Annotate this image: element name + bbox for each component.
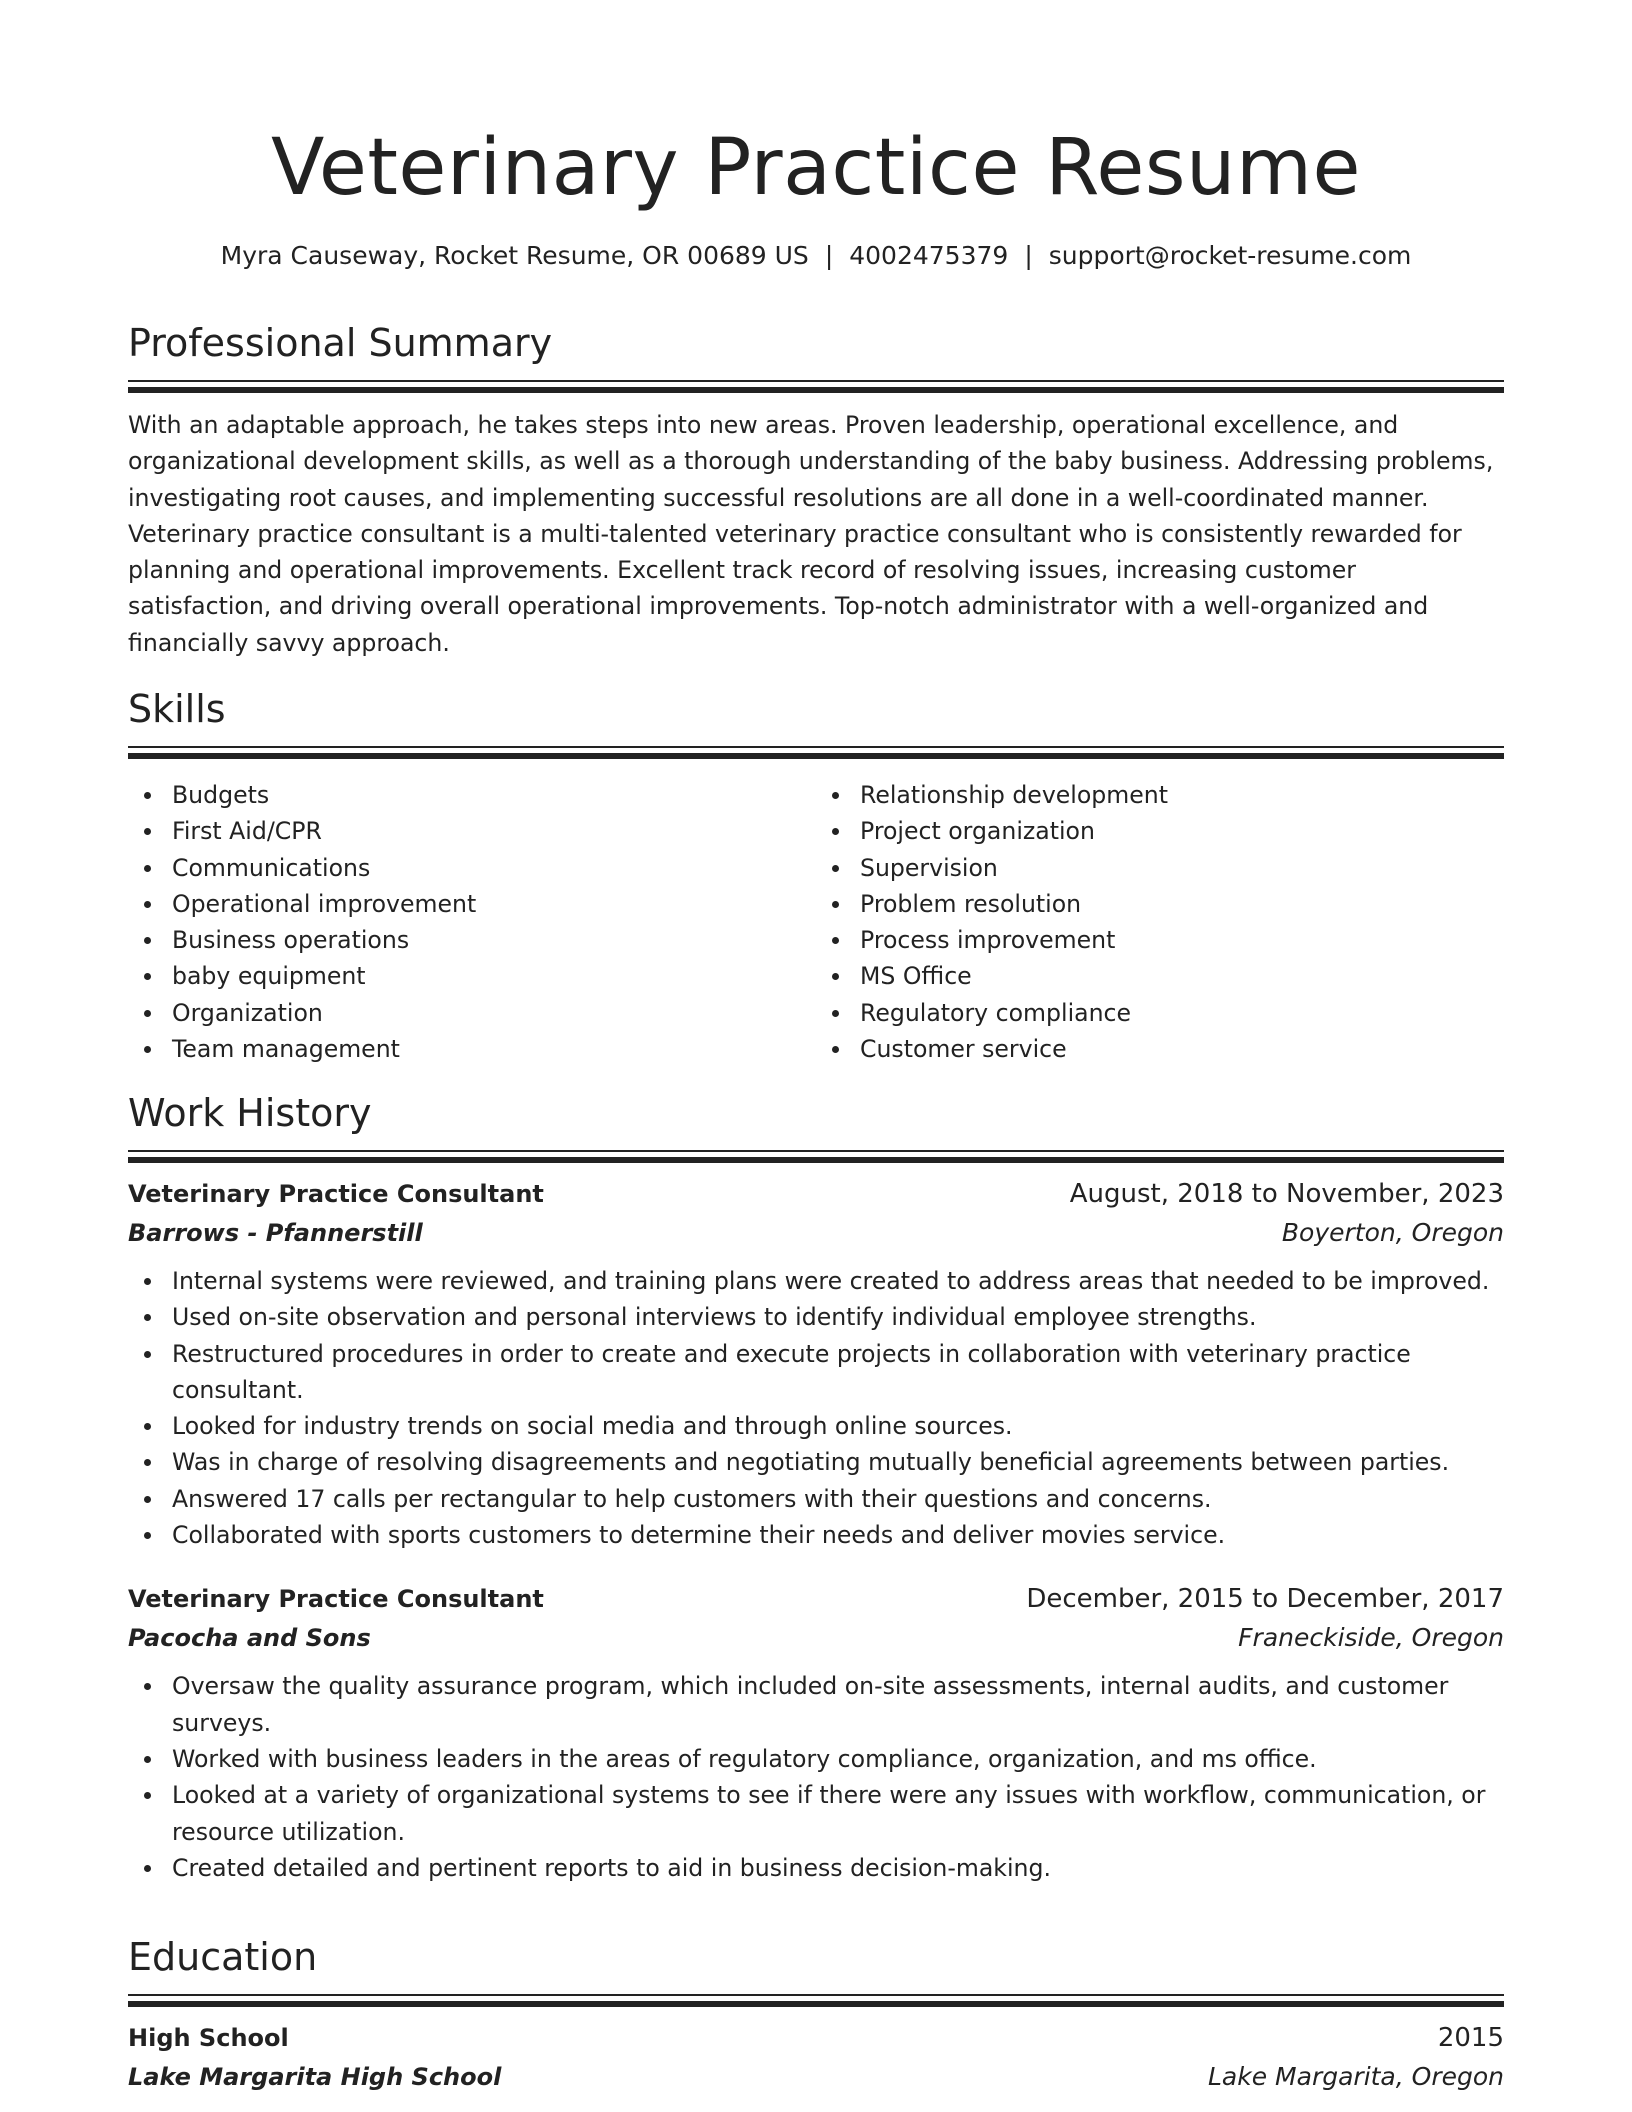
skill-item: Organization (172, 995, 816, 1031)
skill-item: Supervision (860, 850, 1504, 886)
skill-item: Team management (172, 1031, 816, 1067)
job-duties-list (128, 1668, 1504, 1886)
section-heading-summary: Professional Summary (128, 321, 553, 365)
education-section (128, 1932, 1504, 2097)
contact-email: support@rocket-resume.com (1048, 241, 1412, 270)
education-location: Lake Margarita, Oregon (1208, 2062, 1504, 2091)
job-location: Boyerton, Oregon (1281, 1218, 1504, 1247)
education-year: 2015 (1437, 2023, 1504, 2053)
education-school-row (128, 2057, 1504, 2097)
list-item: Looked for industry trends on social media and through online sources. (172, 1408, 1504, 1444)
job-entry (128, 1175, 1504, 1553)
skill-item: baby equipment (172, 958, 816, 994)
contact-separator: | (1024, 241, 1033, 270)
skills-list-right (816, 777, 1504, 1067)
skill-item: MS Office (860, 958, 1504, 994)
contact-line (128, 238, 1504, 274)
skills-section (128, 684, 1504, 1067)
list-item: Created detailed and pertinent reports to aid in business decision-making. (172, 1850, 1504, 1886)
job-company-row (128, 1618, 1504, 1658)
job-header-row (128, 1175, 1504, 1213)
list-item: Oversaw the quality assurance program, which included on-site assessments, internal audits, and customer surveys. (172, 1668, 1504, 1741)
list-item: Collaborated with sports customers to determine their needs and deliver movies service. (172, 1517, 1504, 1553)
list-item: Restructured procedures in order to create and execute projects in collaboration with veterinary practice consultant. (172, 1336, 1504, 1409)
job-location: Franeckiside, Oregon (1238, 1623, 1504, 1653)
list-item: Answered 17 calls per rectangular to help customers with their questions and concerns. (172, 1481, 1504, 1517)
list-item: Used on-site observation and personal interviews to identify individual employee strengths. (172, 1299, 1504, 1335)
skill-item: Relationship development (860, 777, 1504, 813)
job-entry (128, 1580, 1504, 1886)
work-history-section (128, 1088, 1504, 1886)
job-dates: December, 2015 to December, 2017 (1026, 1584, 1504, 1615)
section-heading-skills: Skills (128, 687, 226, 731)
list-item: Was in charge of resolving disagreements and negotiating mutually beneficial agreements between parties. (172, 1444, 1504, 1480)
education-degree: High School (128, 2024, 289, 2052)
skill-item: Operational improvement (172, 886, 816, 922)
list-item: Internal systems were reviewed, and training plans were created to address areas that needed to be improved. (172, 1263, 1504, 1299)
contact-phone: 4002475379 (849, 241, 1009, 270)
skill-item: Project organization (860, 813, 1504, 849)
skill-item: Business operations (172, 922, 816, 958)
summary-section (128, 318, 1504, 661)
contact-address: Myra Causeway, Rocket Resume, OR 00689 US (220, 241, 809, 270)
skills-columns (128, 777, 1504, 1067)
section-heading-education: Education (128, 1935, 318, 1979)
job-duties-list (128, 1263, 1504, 1553)
education-header-row (128, 2019, 1504, 2057)
section-divider (128, 380, 1504, 393)
job-header-row (128, 1580, 1504, 1618)
job-company: Barrows - Pfannerstill (128, 1219, 423, 1247)
section-divider (128, 746, 1504, 759)
summary-text: With an adaptable approach, he takes steps into new areas. Proven leadership, operational excellence, and organizational development skills, as well as a thorough understanding of the baby business. Addressing problems, investigating root causes, and implementing successful resolutions are all done in a well-coordinated manner. Veterinary practice consultant is a multi-talented veterinary practice consultant who is consistently rewarded for planning and operational improvements. Excellent track record of resolving issues, increasing customer satisfaction, and driving overall operational improvements. Top-notch administrator with a well-organized and financially savvy approach. (128, 411, 1494, 657)
education-school: Lake Margarita High School (128, 2063, 502, 2091)
job-title: Veterinary Practice Consultant (128, 1585, 544, 1614)
section-divider (128, 1150, 1504, 1163)
skill-item: Regulatory compliance (860, 995, 1504, 1031)
contact-separator: | (824, 241, 834, 270)
skill-item: Process improvement (860, 922, 1504, 958)
job-company-row (128, 1213, 1504, 1253)
job-company: Pacocha and Sons (128, 1624, 371, 1653)
skill-item: Customer service (860, 1031, 1504, 1067)
resume-title: Veterinary Practice Resume (271, 123, 1361, 213)
list-item: Worked with business leaders in the areas of regulatory compliance, organization, and ms office. (172, 1741, 1504, 1777)
skill-item: First Aid/CPR (172, 813, 816, 849)
section-heading-work: Work History (128, 1091, 372, 1135)
education-entry (128, 2019, 1504, 2097)
section-divider (128, 1994, 1504, 2007)
job-dates: August, 2018 to November, 2023 (1069, 1179, 1504, 1209)
skill-item: Communications (172, 850, 816, 886)
skills-list-left (128, 777, 816, 1067)
job-title: Veterinary Practice Consultant (128, 1180, 544, 1208)
list-item: Looked at a variety of organizational systems to see if there were any issues with workflow, communication, or resource utilization. (172, 1777, 1504, 1850)
skill-item: Budgets (172, 777, 816, 813)
skill-item: Problem resolution (860, 886, 1504, 922)
